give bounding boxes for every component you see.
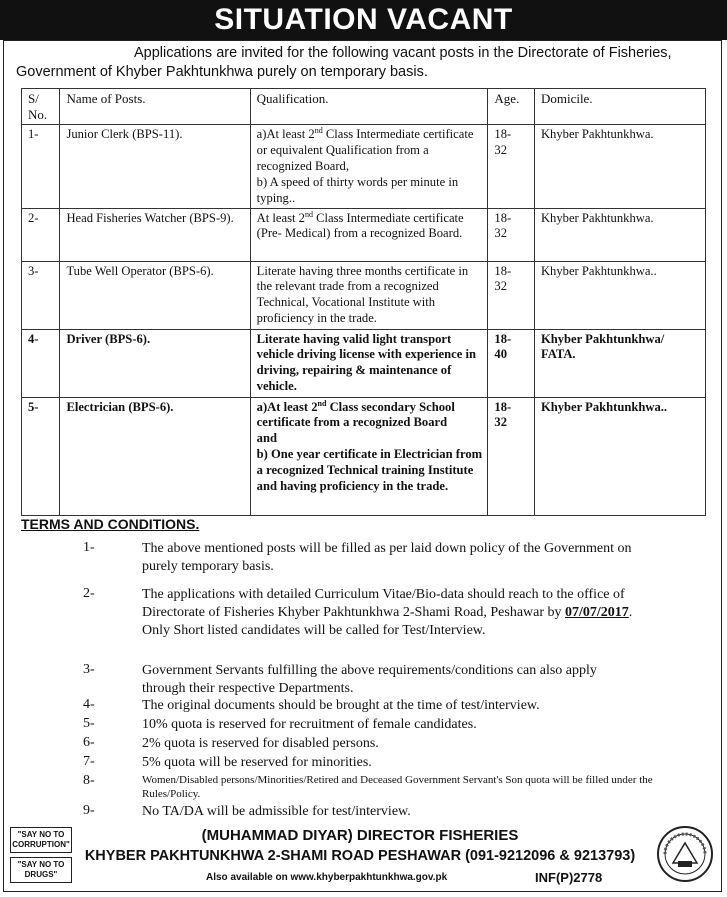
age-min: 18- <box>494 210 512 225</box>
row-post-name: Head Fisheries Watcher (BPS-9). <box>60 208 250 261</box>
table-row <box>22 329 706 397</box>
terms-title: TERMS AND CONDITIONS. <box>21 516 200 532</box>
age-min: 18- <box>494 399 512 414</box>
table-row <box>22 208 706 261</box>
row-post-name: Junior Clerk (BPS-11). <box>60 125 250 209</box>
row-qualification <box>250 208 488 261</box>
row-age <box>488 125 535 209</box>
intro-line-1: Applications are invited for the following vacant posts in the Directorate of Fisheries, <box>134 45 672 61</box>
signatory-line: (MUHAMMAD DIYAR) DIRECTOR FISHERIES <box>201 827 519 844</box>
anti-drugs-stamp: "SAY NO TO DRUGS" <box>10 857 72 883</box>
qualification-text: At least 2 <box>256 210 305 225</box>
qualification-text: b) A speed of thirty words per minute in typing.. <box>256 174 459 205</box>
row-age <box>488 261 535 329</box>
row-qualification <box>250 397 488 515</box>
row-qualification: Literate having valid light transport vehicle driving license with experience in driving, repairing & maintenance of vehicle. <box>250 329 488 397</box>
header-sno: S/ No. <box>22 89 60 125</box>
row-qualification <box>250 125 488 209</box>
row-post-name: Driver (BPS-6). <box>60 329 250 397</box>
website-line: Also available on www.khyberpakhtunkhwa.gov.pk <box>206 872 448 883</box>
term-text: The above mentioned posts will be filled as per laid down policy of the Government on purely temporary basis. <box>142 541 632 574</box>
qualification-text: and <box>256 431 277 446</box>
row-domicile: Khyber Pakhtunkhwa. <box>534 208 705 261</box>
qualification-sup: nd <box>304 209 313 219</box>
qualification-text: Class Intermediate certificate (Pre- Medical) from a recognized Board. <box>256 210 464 241</box>
row-domicile: Khyber Pakhtunkhwa.. <box>534 261 705 329</box>
qualification-text: Class secondary School certificate from a recognized Board <box>256 399 455 430</box>
age-max: 32 <box>494 279 508 294</box>
posts-table <box>21 88 706 516</box>
qualification-text: b) One year certificate in Electrician from a recognized Technical training Institute and having proficiency in the trade. <box>256 447 483 494</box>
term-number: 1- <box>83 540 95 555</box>
term-text-part: . Only Short listed candidates will be called for Test/Interview. <box>142 605 633 638</box>
qualification-text: a)At least 2 <box>256 127 315 141</box>
header-qualification: Qualification. <box>250 89 488 125</box>
inf-number: INF(P)2778 <box>535 870 603 885</box>
page-title: SITUATION VACANT <box>0 0 727 40</box>
term-text: 5% quota will be reserved for minorities. <box>142 755 372 770</box>
header-age: Age. <box>488 89 535 125</box>
table-row <box>22 397 706 515</box>
term-number: 3- <box>83 662 95 677</box>
term-text: Women/Disabled persons/Minorities/Retired and Deceased Government Servant's Son quota will be filled under the Rules/Policy. <box>142 774 653 800</box>
qualification-text: Class Intermediate certificate or equivalent Qualification from a recognized Board, <box>256 127 474 173</box>
row-sno: 5- <box>22 397 60 515</box>
row-age <box>488 208 535 261</box>
row-age <box>488 397 535 515</box>
row-domicile: Khyber Pakhtunkhwa.. <box>534 397 705 515</box>
age-min: 18- <box>494 127 512 141</box>
row-qualification: Literate having three months certificate in the relevant trade from a recognized Technical, Vocational Institute with proficiency in the trade. <box>250 261 488 329</box>
row-sno: 3- <box>22 261 60 329</box>
table-row <box>22 261 706 329</box>
term-text: Government Servants fulfilling the above requirements/conditions can also apply through their respective Departments. <box>142 663 597 696</box>
qualification-sup: nd <box>317 398 327 408</box>
table-header-row <box>22 89 706 125</box>
row-post-name: Electrician (BPS-6). <box>60 397 250 515</box>
qualification-text: a)At least 2 <box>256 399 318 414</box>
term-text-part: The applications with detailed Curriculum Vitae/Bio-data should reach to the office of Directorate of Fisheries Khyber Pakhtunkhwa 2-Shami Road, Peshawar by <box>142 587 625 620</box>
row-sno: 1- <box>22 125 60 209</box>
term-number: 9- <box>83 803 95 818</box>
table-row <box>22 125 706 209</box>
anti-corruption-stamp: "SAY NO TO CORRUPTION" <box>10 827 72 853</box>
header-domicile: Domicile. <box>534 89 705 125</box>
government-seal-icon <box>656 825 714 883</box>
row-age <box>488 329 535 397</box>
age-min: 18- <box>494 263 512 278</box>
age-max: 32 <box>494 226 508 241</box>
term-number: 4- <box>83 697 95 712</box>
age-min: 18- <box>494 331 512 346</box>
term-text: The original documents should be brought at the time of test/interview. <box>142 698 540 713</box>
intro-line-2: Government of Khyber Pakhtunkhwa purely on temporary basis. <box>16 64 428 80</box>
address-line: KHYBER PAKHTUNKHWA 2-SHAMI ROAD PESHAWAR (091-9212096 & 9213793) <box>84 848 636 864</box>
term-number: 2- <box>83 586 95 601</box>
term-text: 2% quota is reserved for disabled persons. <box>142 736 379 751</box>
row-sno: 4- <box>22 329 60 397</box>
row-sno: 2- <box>22 208 60 261</box>
row-post-name: Tube Well Operator (BPS-6). <box>60 261 250 329</box>
term-text <box>142 586 642 640</box>
term-number: 8- <box>83 773 95 788</box>
age-max: 40 <box>494 347 508 362</box>
term-number: 7- <box>83 754 95 769</box>
term-number: 6- <box>83 735 95 750</box>
footer <box>0 823 727 893</box>
age-max: 32 <box>494 415 508 430</box>
header-name: Name of Posts. <box>60 89 250 125</box>
term-text: No TA/DA will be admissible for test/interview. <box>142 804 411 819</box>
age-max: 32 <box>494 142 508 157</box>
term-number: 5- <box>83 716 95 731</box>
qualification-sup: nd <box>314 125 323 135</box>
deadline-date: 07/07/2017 <box>565 605 629 620</box>
row-domicile: Khyber Pakhtunkhwa. <box>534 125 705 209</box>
row-domicile: Khyber Pakhtunkhwa/ FATA. <box>534 329 705 397</box>
term-text: 10% quota is reserved for recruitment of female candidates. <box>142 717 477 732</box>
intro-paragraph <box>16 44 716 82</box>
